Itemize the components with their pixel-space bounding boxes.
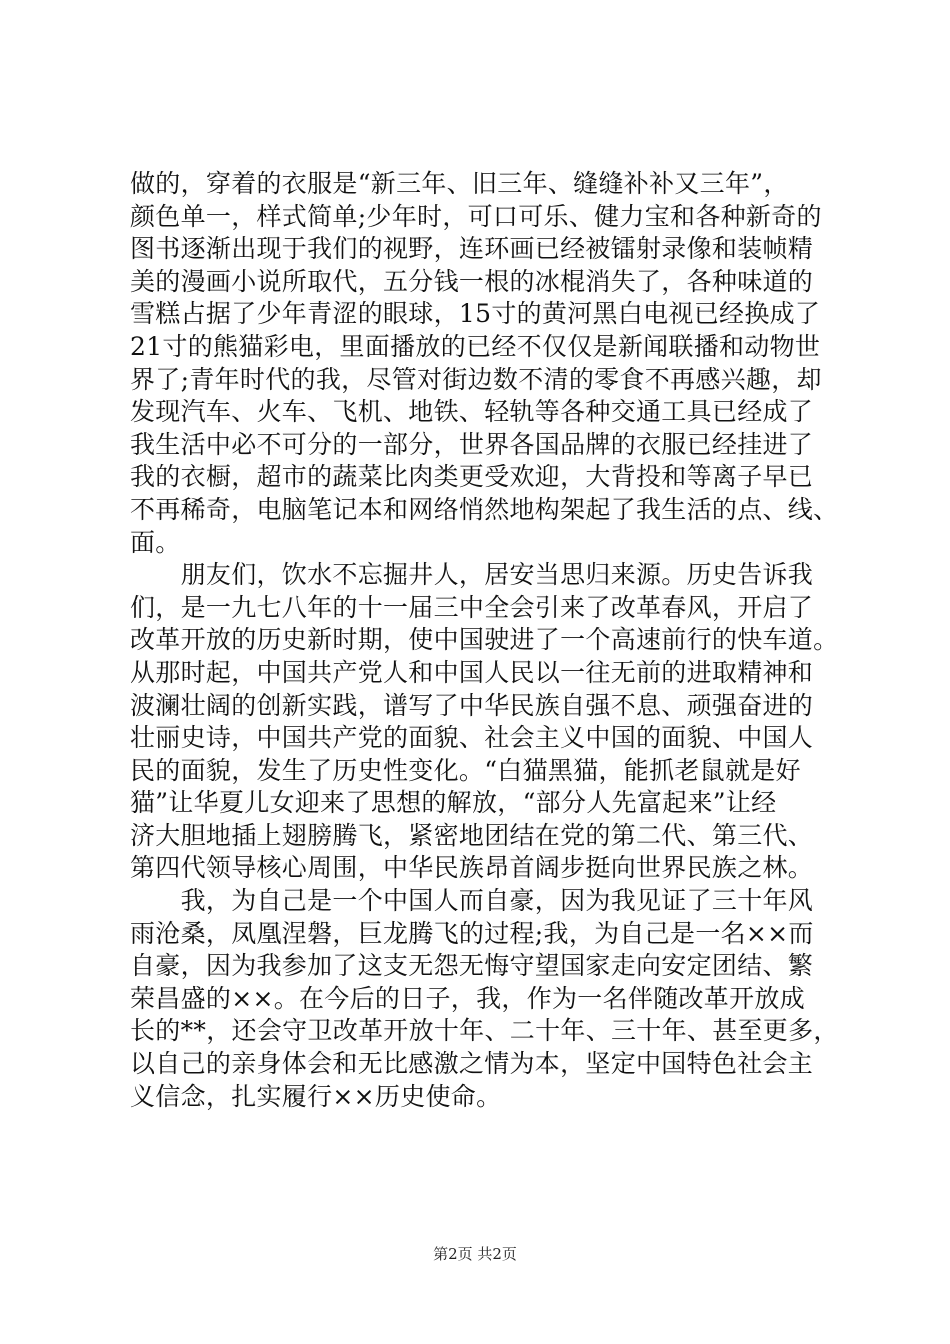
text-line: 猫”让华夏儿女迎来了思想的解放，“部分人先富起来”让经 (130, 788, 777, 818)
text-line: 民的面貌，发生了历史性变化。“白猫黑猫，能抓老鼠就是好 (130, 755, 801, 785)
text-line: 界了;青年时代的我，尽管对街边数不清的零食不再感兴趣，却 (130, 364, 822, 394)
text-line: 第四代领导核心周围，中华民族昂首阔步挺向世界民族之林。 (130, 853, 814, 883)
text-line: 做的，穿着的衣服是“新三年、旧三年、缝缝补补又三年”， (130, 169, 789, 198)
text-line: 雪糕占据了少年青涩的眼球，15寸的黄河黑白电视已经换成了 (130, 299, 821, 329)
text-line: 面。 (130, 527, 181, 557)
text-line: 雨沧桑，凤凰涅磐，巨龙腾飞的过程;我，为自己是一名××而 (130, 918, 814, 948)
text-line: 波澜壮阔的创新实践，谱写了中华民族自强不息、顽强奋进的 (130, 690, 814, 720)
text-line: 荣昌盛的××。在今后的日子，我，作为一名伴随改革开放成 (130, 983, 805, 1013)
text-line: 济大胆地插上翅膀腾飞，紧密地团结在党的第二代、第三代、 (130, 820, 814, 850)
text-line: 不再稀奇，电脑笔记本和网络悄然地构架起了我生活的点、线、 (130, 494, 839, 524)
text-line: 朋友们，饮水不忘掘井人，居安当思归来源。历史告诉我 (130, 560, 814, 590)
text-line: 以自己的亲身体会和无比感激之情为本，坚定中国特色社会主 (130, 1049, 814, 1079)
text-line: 自豪，因为我参加了这支无怨无悔守望国家走向安定团结、繁 (130, 951, 814, 981)
text-line: 们，是一九七八年的十一届三中全会引来了改革春风，开启了 (130, 592, 814, 622)
text-line: 义信念，扎实履行××历史使命。 (130, 1081, 502, 1111)
text-line: 图书逐渐出现于我们的视野，连环画已经被镭射录像和装帧精 (130, 234, 814, 264)
text-line: 我生活中必不可分的一部分，世界各国品牌的衣服已经挂进了 (130, 429, 814, 459)
text-line: 长的**，还会守卫改革开放十年、二十年、三十年、甚至更多， (130, 1016, 839, 1046)
text-line: 壮丽史诗，中国共产党的面貌、社会主义中国的面貌、中国人 (130, 723, 814, 753)
text-line: 我，为自己是一个中国人而自豪，因为我见证了三十年风 (130, 886, 814, 916)
text-line: 美的漫画小说所取代，五分钱一根的冰棍消失了，各种味道的 (130, 266, 814, 296)
text-line: 我的衣橱，超市的蔬菜比肉类更受欢迎，大背投和等离子早已 (130, 462, 814, 492)
page-footer: 第2页 共2页 (433, 1245, 517, 1263)
text-line: 从那时起，中国共产党人和中国人民以一往无前的进取精神和 (130, 657, 814, 687)
body-text (130, 168, 839, 1113)
text-line: 颜色单一，样式简单;少年时，可口可乐、健力宝和各种新奇的 (130, 201, 822, 231)
text-line: 发现汽车、火车、飞机、地铁、轻轨等各种交通工具已经成了 (130, 397, 814, 427)
text-line: 改革开放的历史新时期，使中国驶进了一个高速前行的快车道。 (130, 625, 839, 655)
text-line: 21寸的熊猫彩电，里面播放的已经不仅仅是新闻联播和动物世 (130, 331, 821, 361)
